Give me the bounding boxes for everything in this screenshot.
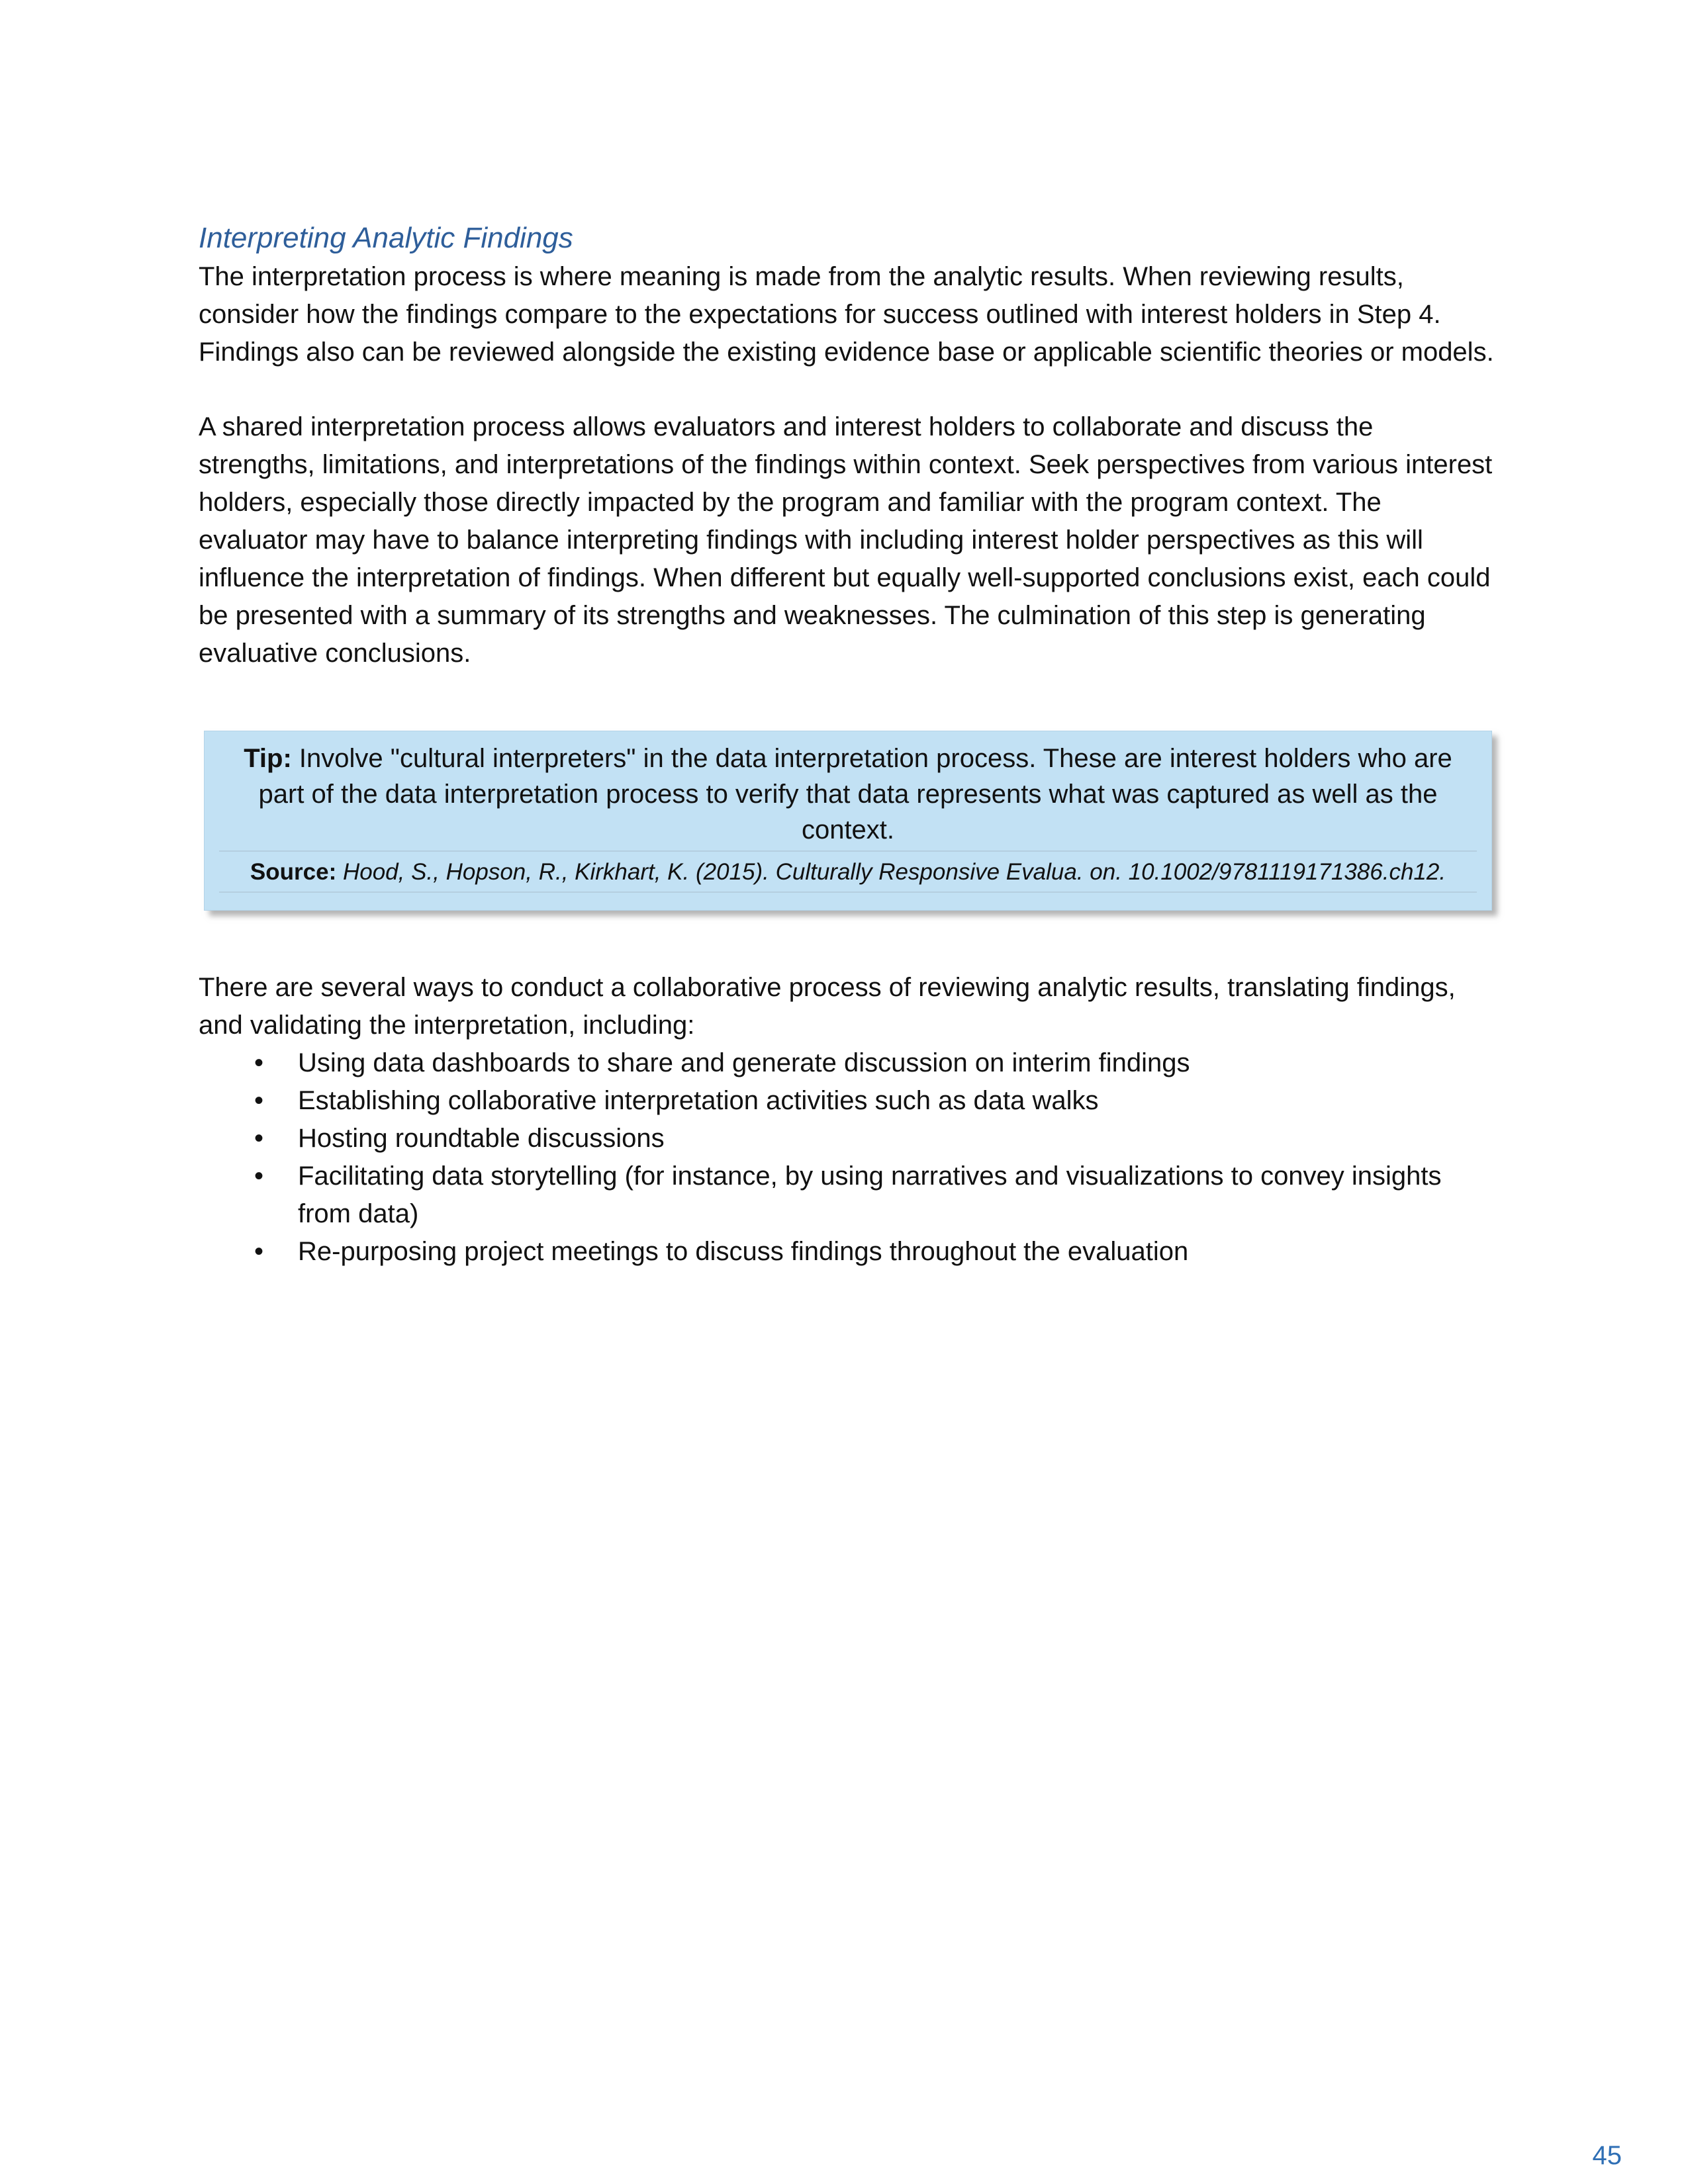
- list-item-text: Establishing collaborative interpretation activities such as data walks: [298, 1086, 1099, 1115]
- list-item: [254, 1233, 1496, 1271]
- list-item: [254, 1158, 1496, 1233]
- paragraph-shared-interpretation: A shared interpretation process allows evaluators and interest holders to collaborate and discuss the strengths, limitations, and interpretations of the findings within context. Seek perspectives from various interest holders, especially those directly impacted by the program and familiar with the program context. The evaluator may have to balance interpreting findings with including interest holder perspectives as this will influence the interpretation of findings. When different but equally well-supported conclusions exist, each could be presented with a summary of its strengths and weaknesses. The culmination of this step is generating evaluative conclusions.: [199, 412, 1493, 668]
- tip-label: Tip:: [244, 744, 292, 773]
- list-item: [254, 1044, 1496, 1082]
- list-item-text: Using data dashboards to share and generate discussion on interim findings: [298, 1048, 1190, 1077]
- list-item-text: Facilitating data storytelling (for instance, by using narratives and visualizations to convey insights from data): [298, 1161, 1442, 1228]
- bullet-icon: •: [254, 1048, 264, 1077]
- source-citation: Hood, S., Hopson, R., Kirkhart, K. (2015). Culturally Responsive Evalua. on. 10.1002/9781119171386.ch12.: [342, 859, 1446, 885]
- bullet-icon: •: [254, 1124, 264, 1153]
- bullet-icon: •: [254, 1161, 264, 1191]
- list-item: [254, 1082, 1496, 1120]
- bullet-icon: •: [254, 1237, 264, 1266]
- source-label: Source:: [250, 859, 337, 885]
- tip-callout-box: [204, 731, 1492, 911]
- page-content: [199, 218, 1496, 1271]
- tip-source: [219, 856, 1477, 893]
- tip-body: Involve "cultural interpreters" in the data interpretation process. These are interest holders who are part of the data interpretation process to verify that data represents what was captured as well as the context.: [258, 744, 1452, 844]
- list-item-text: Re-purposing project meetings to discuss findings throughout the evaluation: [298, 1237, 1189, 1266]
- paragraph-interpretation-process: The interpretation process is where meaning is made from the analytic results. When reviewing results, consider how the findings compare to the expectations for success outlined with interest holders in Step 4. Findings also can be reviewed alongside the existing evidence base or applicable scientific theories or models.: [199, 262, 1494, 367]
- bullet-icon: •: [254, 1086, 264, 1115]
- section-heading: Interpreting Analytic Findings: [199, 222, 573, 254]
- list-item: [254, 1120, 1496, 1158]
- list-item-text: Hosting roundtable discussions: [298, 1124, 665, 1153]
- tip-text: [219, 741, 1477, 852]
- page-number: 45: [1592, 2141, 1622, 2170]
- ways-list: [199, 1044, 1496, 1271]
- ways-intro: There are several ways to conduct a collaborative process of reviewing analytic results, translating findings, and validating the interpretation, including:: [199, 973, 1456, 1040]
